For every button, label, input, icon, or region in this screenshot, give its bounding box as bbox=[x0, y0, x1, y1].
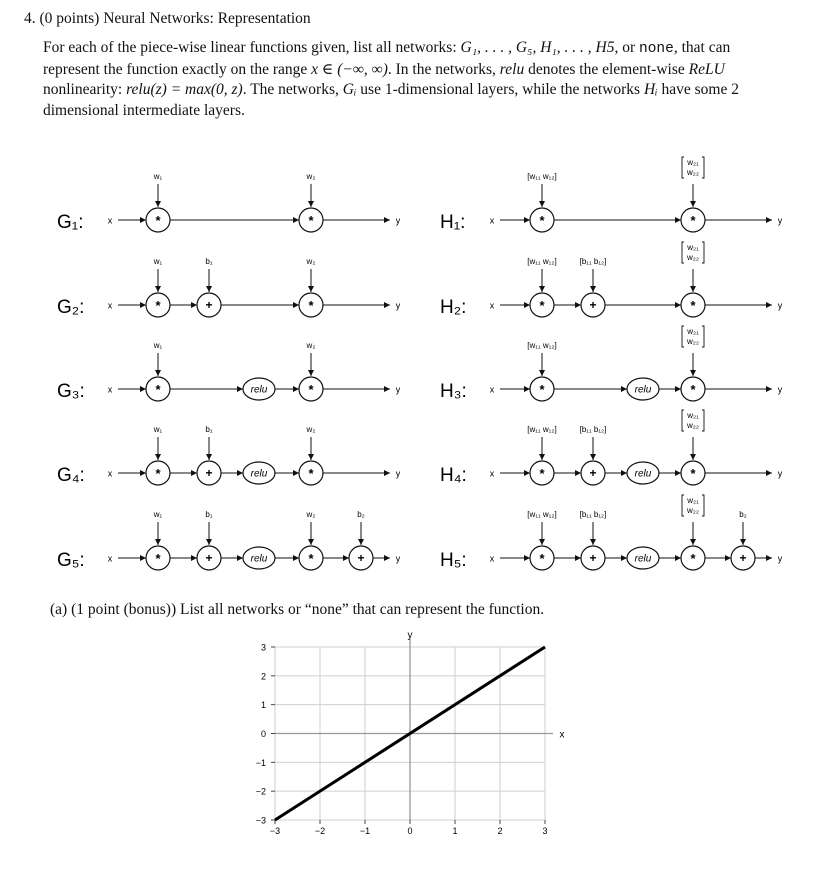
g-network-name: G₃: bbox=[57, 381, 85, 402]
mul2-node-label: * bbox=[690, 298, 696, 313]
add1-node-label: + bbox=[205, 298, 213, 312]
relu-node-label: relu bbox=[250, 553, 268, 565]
param-w22: w₂₂ bbox=[687, 506, 699, 515]
h-network-3 bbox=[440, 326, 783, 402]
h-network-1 bbox=[440, 157, 783, 233]
mul2-node-label: * bbox=[308, 213, 314, 228]
mul2-node-label: * bbox=[690, 382, 696, 397]
param-w2: w₂ bbox=[306, 425, 316, 434]
output-label: y bbox=[777, 215, 783, 226]
param-w1: w₁ bbox=[153, 341, 163, 350]
x-tick-label: 2 bbox=[497, 826, 503, 836]
add2-node-label: + bbox=[739, 551, 747, 565]
output-label: y bbox=[777, 384, 783, 395]
add1-node-label: + bbox=[205, 551, 213, 565]
relu-word: relu bbox=[499, 60, 525, 78]
param-w1: [w₁₁ w₁₂] bbox=[527, 341, 557, 350]
param-w1: [w₁₁ w₁₂] bbox=[527, 257, 557, 266]
g-network-1 bbox=[57, 172, 401, 233]
output-label: y bbox=[777, 468, 783, 479]
mul1-node-label: * bbox=[155, 551, 161, 566]
g-network-name: G₅: bbox=[57, 550, 85, 571]
mul1-node-label: * bbox=[155, 466, 161, 481]
input-label: x bbox=[489, 300, 495, 311]
param-w2: w₂ bbox=[306, 341, 316, 350]
x-tick-label: 0 bbox=[407, 826, 413, 836]
param-w21: w₂₁ bbox=[687, 327, 699, 336]
intro-text-4: . In the networks, bbox=[387, 60, 500, 78]
y-tick-label: −2 bbox=[255, 786, 266, 797]
mul2-node-label: * bbox=[308, 466, 314, 481]
relu-name: ReLU bbox=[688, 60, 725, 78]
param-w22: w₂₂ bbox=[687, 337, 699, 346]
input-label: x bbox=[489, 468, 495, 479]
y-tick-label: 2 bbox=[260, 671, 266, 682]
input-label: x bbox=[489, 384, 495, 395]
param-w22: w₂₂ bbox=[687, 421, 699, 430]
param-w1: [w₁₁ w₁₂] bbox=[527, 172, 557, 181]
input-label: x bbox=[107, 384, 113, 395]
range-expression: x ∈ (−∞, ∞) bbox=[311, 60, 388, 78]
param-w1: w₁ bbox=[153, 510, 163, 519]
g-network-name: G₂: bbox=[57, 297, 85, 318]
h-network-4 bbox=[440, 410, 783, 486]
add1-node-label: + bbox=[589, 298, 597, 312]
output-label: y bbox=[395, 468, 401, 479]
x-tick-label: −1 bbox=[359, 826, 371, 836]
param-w21: w₂₁ bbox=[687, 158, 699, 167]
intro-text-9: have some 2 dimensional intermediate layers. bbox=[43, 81, 739, 119]
relu-node-label: relu bbox=[634, 553, 652, 565]
intro-text-1: For each of the piece-wise linear functions given, list all networks: bbox=[43, 39, 461, 56]
h-network-name: H₅: bbox=[440, 550, 467, 571]
output-label: y bbox=[395, 553, 401, 564]
intro-text-3: , that can represent the function exactly on the range bbox=[43, 39, 731, 78]
function-chart bbox=[240, 632, 580, 842]
mul1-node-label: * bbox=[539, 213, 545, 228]
input-label: x bbox=[489, 553, 495, 564]
param-w2: w₂ bbox=[306, 172, 316, 181]
param-b1: [b₁₁ b₁₂] bbox=[579, 425, 607, 434]
relu-node-label: relu bbox=[250, 384, 268, 396]
h-network-name: H₃: bbox=[440, 381, 467, 402]
relu-node-label: relu bbox=[634, 384, 652, 396]
param-w1: [w₁₁ w₁₂] bbox=[527, 425, 557, 434]
output-label: y bbox=[395, 384, 401, 395]
mul1-node-label: * bbox=[539, 551, 545, 566]
relu-definition: relu(z) = max(0, z) bbox=[126, 81, 243, 98]
output-label: y bbox=[395, 300, 401, 311]
networks-list: G₁, . . . , G₅, H₁, . . . , H5 bbox=[460, 39, 615, 56]
param-w1: w₁ bbox=[153, 172, 163, 181]
output-label: y bbox=[777, 553, 783, 564]
y-axis-label: y bbox=[407, 632, 413, 641]
mul1-node-label: * bbox=[539, 466, 545, 481]
param-w2: w₂ bbox=[306, 510, 316, 519]
param-b1: b₁ bbox=[205, 425, 213, 434]
input-label: x bbox=[107, 468, 113, 479]
param-b2: b₂ bbox=[357, 510, 365, 519]
add1-node-label: + bbox=[205, 466, 213, 480]
input-label: x bbox=[107, 553, 113, 564]
param-b1: [b₁₁ b₁₂] bbox=[579, 510, 607, 519]
x-tick-label: −2 bbox=[314, 826, 326, 836]
add1-node-label: + bbox=[589, 551, 597, 565]
mul1-node-label: * bbox=[539, 298, 545, 313]
intro-text-5: denotes the element-wise bbox=[524, 60, 689, 78]
g-network-2 bbox=[57, 257, 401, 318]
intro-text-6: nonlinearity: bbox=[43, 81, 127, 98]
g-network-5 bbox=[57, 510, 401, 571]
g-network-3 bbox=[57, 341, 401, 402]
intro-text-2: , or bbox=[614, 39, 640, 56]
add2-node-label: + bbox=[357, 551, 365, 565]
input-label: x bbox=[107, 300, 113, 311]
mul2-node-label: * bbox=[308, 382, 314, 397]
param-w1: w₁ bbox=[153, 257, 163, 266]
mul2-node-label: * bbox=[308, 551, 314, 566]
none-keyword: none bbox=[639, 41, 674, 57]
param-w21: w₂₁ bbox=[687, 496, 699, 505]
relu-node-label: relu bbox=[250, 468, 268, 480]
network-diagrams bbox=[0, 150, 818, 590]
question-heading: 4. (0 points) Neural Networks: Representation bbox=[24, 10, 311, 27]
mul2-node-label: * bbox=[690, 213, 696, 228]
h-network-name: H₁: bbox=[440, 212, 466, 233]
add1-node-label: + bbox=[589, 466, 597, 480]
mul1-node-label: * bbox=[155, 298, 161, 313]
param-w1: [w₁₁ w₁₂] bbox=[527, 510, 557, 519]
h-variable: Hᵢ bbox=[643, 81, 658, 98]
mul2-node-label: * bbox=[690, 466, 696, 481]
param-w22: w₂₂ bbox=[687, 253, 699, 262]
param-b2: b₂ bbox=[739, 510, 747, 519]
param-b1: b₁ bbox=[205, 257, 213, 266]
g-network-name: G₄: bbox=[57, 465, 85, 486]
g-network-4 bbox=[57, 425, 401, 486]
param-b1: b₁ bbox=[205, 510, 213, 519]
h-network-name: H₄: bbox=[440, 465, 467, 486]
g-variable: Gᵢ bbox=[342, 81, 357, 98]
y-tick-label: −1 bbox=[255, 757, 266, 768]
param-w2: w₂ bbox=[306, 257, 316, 266]
y-tick-label: 0 bbox=[260, 729, 266, 739]
y-tick-label: 3 bbox=[260, 642, 266, 653]
param-b1: [b₁₁ b₁₂] bbox=[579, 257, 607, 266]
param-w21: w₂₁ bbox=[687, 411, 699, 420]
x-axis-label: x bbox=[559, 729, 565, 741]
mul1-node-label: * bbox=[539, 382, 545, 397]
mul2-node-label: * bbox=[308, 298, 314, 313]
y-tick-label: 1 bbox=[260, 700, 266, 711]
h-network-2 bbox=[440, 242, 783, 318]
input-label: x bbox=[489, 215, 495, 226]
x-tick-label: 1 bbox=[452, 826, 458, 836]
h-network-5 bbox=[440, 495, 783, 571]
param-w21: w₂₁ bbox=[687, 243, 699, 252]
mul1-node-label: * bbox=[155, 213, 161, 228]
part-a-prompt: (a) (1 point (bonus)) List all networks or “none” that can represent the function. bbox=[50, 601, 545, 618]
y-tick-label: −3 bbox=[255, 815, 266, 826]
input-label: x bbox=[107, 215, 113, 226]
output-label: y bbox=[395, 215, 401, 226]
intro-text-7: . The networks, bbox=[242, 81, 343, 98]
output-label: y bbox=[777, 300, 783, 311]
intro-text-8: use 1-dimensional layers, while the networks bbox=[356, 81, 644, 98]
relu-node-label: relu bbox=[634, 468, 652, 480]
mul1-node-label: * bbox=[155, 382, 161, 397]
g-network-name: G₁: bbox=[57, 212, 84, 233]
h-network-name: H₂: bbox=[440, 297, 467, 318]
mul2-node-label: * bbox=[690, 551, 696, 566]
question-body bbox=[43, 38, 773, 121]
x-tick-label: −3 bbox=[269, 826, 281, 836]
param-w22: w₂₂ bbox=[687, 168, 699, 177]
param-w1: w₁ bbox=[153, 425, 163, 434]
x-tick-label: 3 bbox=[542, 826, 548, 836]
